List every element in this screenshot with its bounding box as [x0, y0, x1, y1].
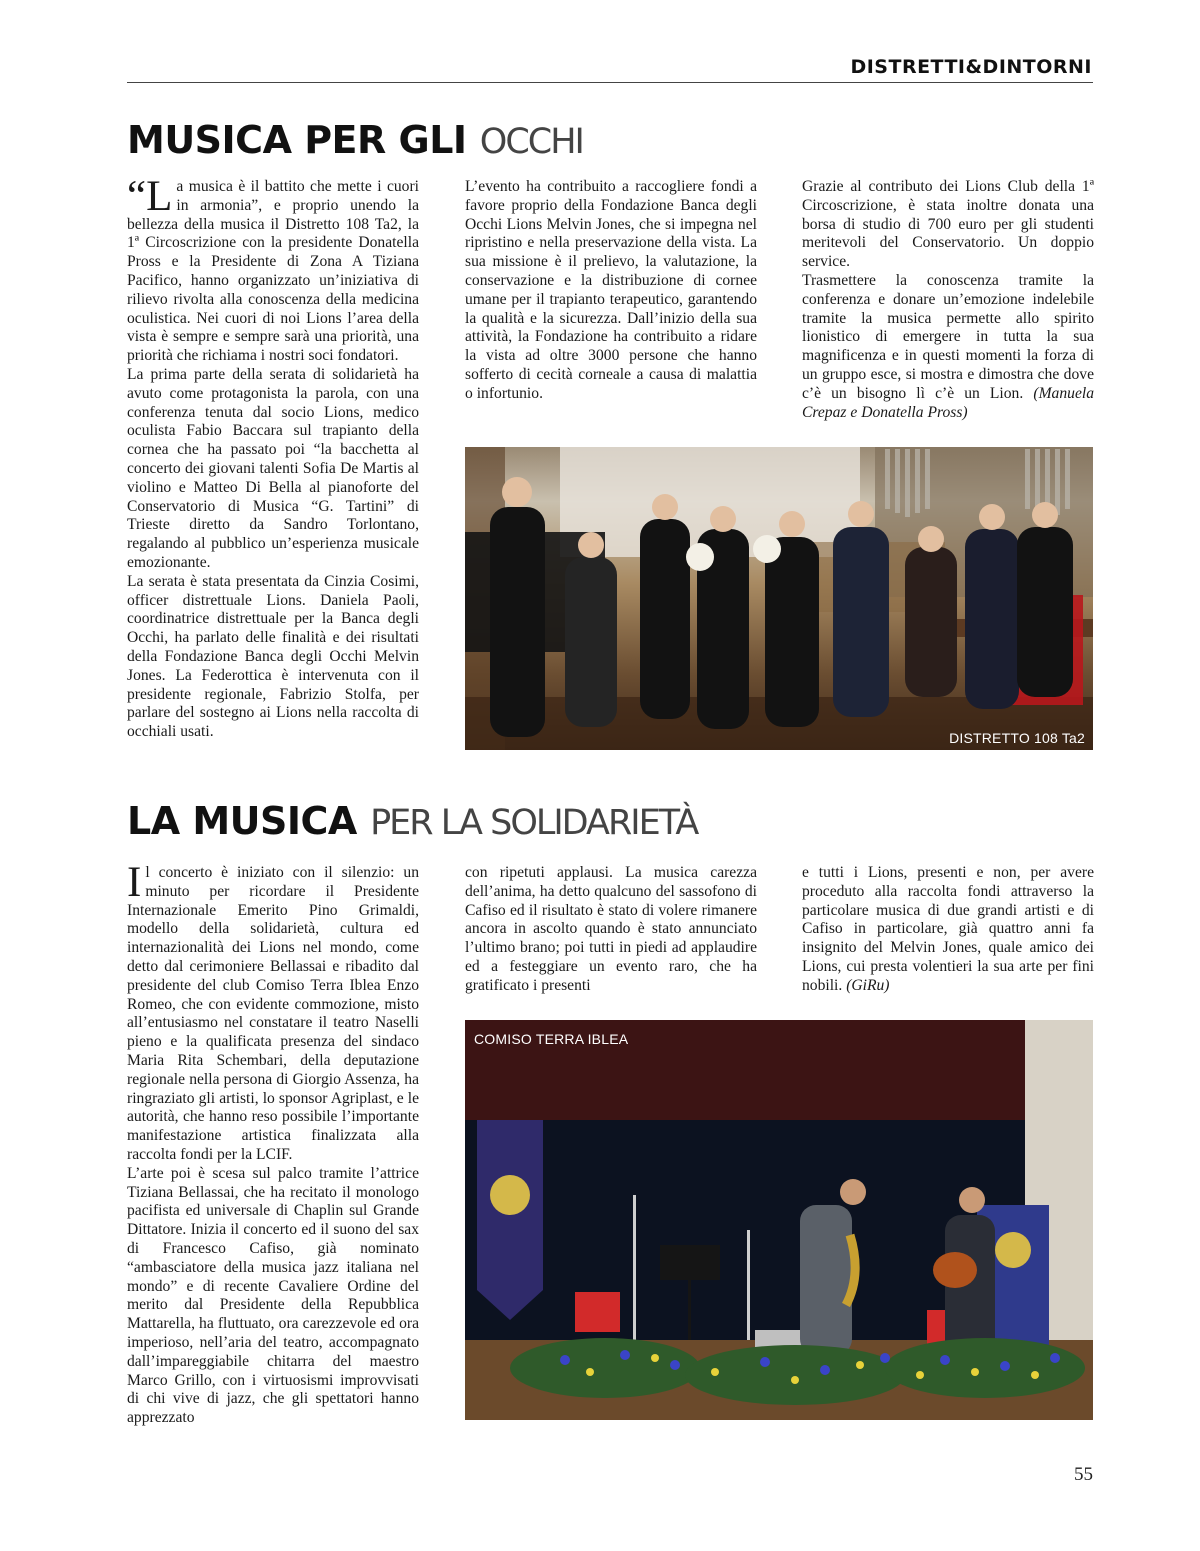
article1-headline-light: OCCHI — [479, 122, 583, 162]
article1-col3-paragraph-1: Grazie al contributo dei Lions Club della 1ª Circoscrizione, è stata inoltre donata una borsa di studio di 700 euro per gli studenti meritevoli del Conservatorio. Un doppio service. — [802, 178, 1094, 271]
article1-col1-paragraph-2: La prima parte della serata di solidarietà ha avuto come protagonista la parola, con una conferenza tenuta dal socio Lions, medico oculista Fabio Baccara sul trapianto della cornea che ha passato poi “la bacchetta al concerto dei giovani talenti Sofia De Martis al violino e Matteo Di Bella al pianoforte del Conservatorio di Musica “G. Tartini” di Trieste diretto da Sandro Torlontano, regalando al pubblico un’esperienza musicale emozionante. — [127, 365, 419, 571]
article2-col3-paragraph-1 — [802, 864, 1094, 996]
article2-signature: (GiRu) — [846, 976, 890, 994]
article1-column-2 — [465, 178, 757, 404]
article2-col1-paragraph-1: l concerto è iniziato con il silenzio: un minuto per ricordare il Presidente Internazionale Emerito Pino Grimaldi, modello della solidarietà, cultura ed internazionalità dei Lions nel mondo, come detto dal cerimoniere Bellassai e ribadito dal presidente del club Comiso Terra Iblea Enzo Romeo, che con evidente commozione, misto all’entusiasmo nel constatare il teatro Naselli pieno e la qualificata presenza del sindaco Maria Rita Schembari, della deputazione regionale nella persona di Giorgio Assenza, ha ringraziato gli artisti, lo sponsor Agriplast, e le autorità, che hanno reso possibile l’importante manifestazione artistica finalizzata alla raccolta fondi per la LCIF. — [127, 864, 419, 1163]
article1-col1-paragraph-1: a musica è il battito che mette i cuori in armonia”, e proprio unendo la bellezza della musica il Distretto 108 Ta2, la 1ª Circoscrizione con la presidente Donatella Pross e la Presidente di Zona A Tiziana Pacifico, hanno organizzato un’iniziativa di rilievo rivolta alla conoscenza della medicina oculistica. Nei cuori di noi Lions l’area della vista è sempre e sempre sarà una priorità, una priorità che richiama i nostri soci fondatori. — [127, 178, 419, 365]
article1-photo-credit: DISTRETTO 108 Ta2 — [949, 730, 1085, 746]
concert-photo-illustration — [465, 1020, 1093, 1420]
group-photo-illustration — [465, 447, 1093, 750]
article1-group-photo — [465, 447, 1093, 750]
article1-dropcap: “L — [127, 173, 173, 220]
article2-concert-photo — [465, 1020, 1093, 1420]
article1-col2-paragraph-1: L’evento ha contribuito a raccogliere fondi a favore proprio della Fondazione Banca degli Occhi Lions Melvin Jones, che si impegna nel ripristino e nella preservazione della vista. La sua missione è il prelievo, la valutazione, la conservazione e la distribuzione di cornee umane per il trapianto terapeutico, garantendo la qualità e la sicurezza. Dall’inizio della sua attività, la Fondazione ha contribuito a ridare la vista ad oltre 3000 persone che hanno sofferto di cecità corneale a causa di malattia o infortunio. — [465, 178, 757, 402]
article2-photo-credit: COMISO TERRA IBLEA — [474, 1031, 629, 1047]
article1-column-3 — [802, 178, 1094, 422]
article1-signature: (Manuela Crepaz e Donatella Pross) — [802, 384, 1094, 421]
article1-col3-paragraph-2 — [802, 272, 1094, 422]
article1-headline-bold: MUSICA PER GLI — [127, 118, 467, 162]
header-divider — [127, 82, 1093, 83]
page-number: 55 — [1074, 1464, 1093, 1485]
article2-headline-bold: LA MUSICA — [127, 799, 357, 843]
article2-column-3 — [802, 864, 1094, 996]
article2-col1-paragraph-2: L’arte poi è scesa sul palco tramite l’attrice Tiziana Bellassai, che ha recitato il monologo pacifista ed universale di Chaplin sul Grande Dittatore. Inizia il concerto ed il suono del sax di Francesco Cafiso, già nominato “ambasciatore della musica jazz italiana nel mondo” e di recente Cavaliere Ordine del merito dal Presidente della Repubblica Mattarella, ha fluttuato, ora carezzevole ed ora imperioso, nell’aria del teatro, accompagnato dall’impareggiabile chitarra del maestro Marco Grillo, con i virtuosismi improvvisati di chi vive di jazz, che gli spettatori hanno apprezzato — [127, 1164, 419, 1427]
article1-headline — [127, 118, 583, 162]
article2-col3-paragraph-1-text: e tutti i Lions, presenti e non, per avere proceduto alla raccolta fondi attraverso la particolare musica di due grandi artisti e di Cafiso in particolare, già quattro anni fa insignito del Melvin Jones, quale amico dei Lions, cui presta volentieri la sua arte per fini nobili. — [802, 864, 1094, 994]
article2-headline — [127, 799, 698, 843]
article2-col2-paragraph-1: con ripetuti applausi. La musica carezza dell’anima, ha detto qualcuno del sassofono di Cafiso ed il risultato è stato di volere rimanere ancora in ascolto quando è stato annunciato l’ultimo brano; poi tutti in piedi ad applaudire ed a festeggiare un evento raro, che ha gratificato i presenti — [465, 864, 757, 994]
article1-col1-paragraph-3: La serata è stata presentata da Cinzia Cosimi, officer distrettuale Lions. Daniela Paoli, coordinatrice distrettuale per la Banca degli Occhi, ha parlato delle finalità e dei risultati della Fondazione Banca degli Occhi Melvin Jones. La Federottica è intervenuta con il presidente regionale, Fabrizio Stolfa, per parlare del sostegno ai Lions nella raccolta di occhiali usati. — [127, 572, 419, 741]
article1-column-1 — [127, 173, 419, 742]
article2-dropcap: I — [127, 859, 142, 906]
article2-column-1 — [127, 859, 419, 1428]
section-header: DISTRETTI&DINTORNI — [850, 56, 1092, 78]
article1-col3-paragraph-2-text: Trasmettere la conoscenza tramite la conferenza e donare un’emozione indelebile tramite la musica permette allo spirito lionistico di emergere in tutta la sua magnificenza e in questi momenti la forza di un gruppo esce, si mostra e dimostra che dove c’è un bisogno lì c’è un Lion. — [802, 271, 1094, 402]
article2-column-2 — [465, 864, 757, 996]
article2-headline-light: PER LA SOLIDARIETÀ — [370, 803, 698, 843]
